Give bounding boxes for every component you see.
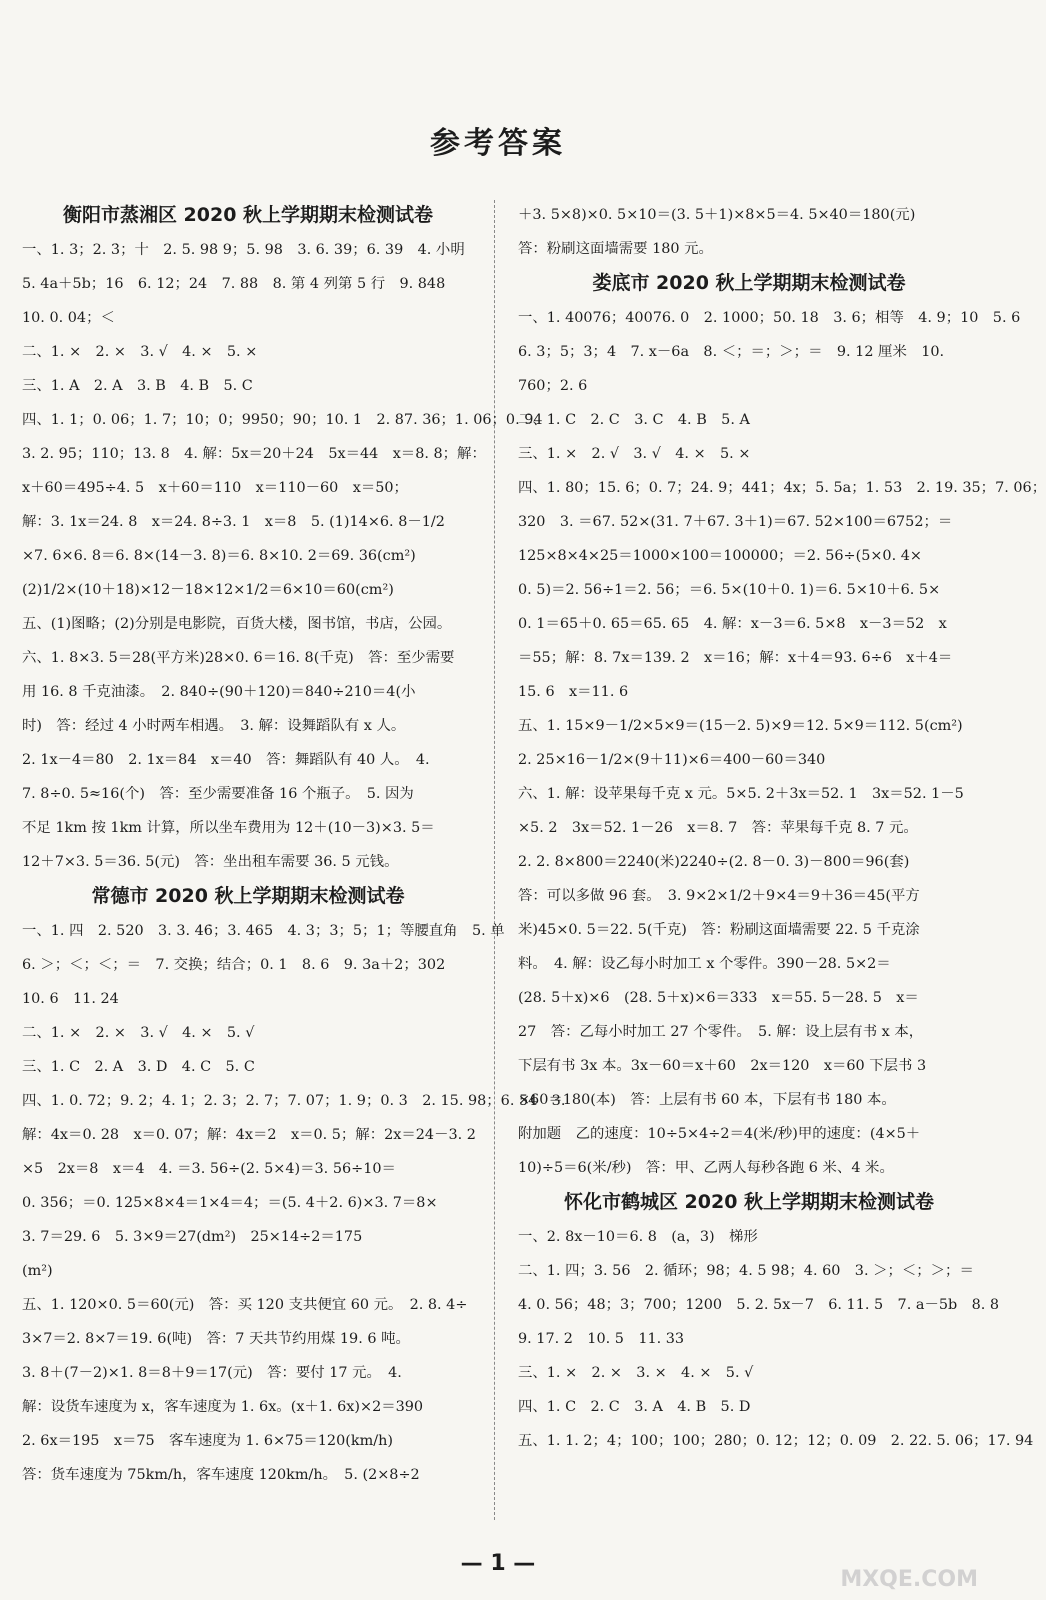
answer-line: 一、1. 四 2. 520 3. 3. 4̇6̇；3. 465 4. 3；3；5；1；等腰直角 5. 单 — [22, 923, 505, 939]
answer-line: 9. 17. 2 10. 5 11. 33 — [518, 1331, 685, 1347]
answer-line: 六、1. 解：设苹果每千克 x 元。5×5. 2＋3x＝52. 1 3x＝52. 1－5 — [518, 786, 964, 802]
answer-line: 六、1. 8×3. 5＝28(平方米)28×0. 6＝16. 8(千克) 答：至少需要 — [22, 650, 455, 666]
answer-line: 附加题 乙的速度：10÷5×4÷2＝4(米/秒)甲的速度：(4×5＋ — [518, 1126, 921, 1142]
answer-line: 四、1. 1；0. 06；1. 7；10；0；9950；90；10. 1 2. 87. 36；1. 06；0. 94 — [22, 412, 543, 428]
answer-line: 3×7＝2. 8×7＝19. 6(吨) 答：7 天共节约用煤 19. 6 吨。 — [22, 1331, 410, 1347]
answer-line: ×60＝180(本) 答：上层有书 60 本，下层有书 180 本。 — [518, 1092, 896, 1108]
answer-line: 4. 0. 56；48；3；700；1200 5. 2. 5x－7 6. 11. 5 7. a－5b 8. 8 — [518, 1297, 1000, 1313]
answer-line: 10. 0. 04；＜ — [22, 310, 115, 326]
answer-line: 下层有书 3x 本。3x－60＝x＋60 2x＝120 x＝60 下层书 3 — [518, 1058, 927, 1074]
section-body-changde — [22, 914, 566, 1492]
answer-line: 2. 25×16－1/2×(9＋11)×6＝400－60＝340 — [518, 752, 826, 768]
answer-line: 五、1. 15×9－1/2×5×9＝(15－2. 5)×9＝12. 5×9＝112. 5(cm²) — [518, 718, 963, 734]
answer-line: 5. 4a＋5b；16 6. 12；24 7. 88 8. 第 4 列第 5 行 9. 848 — [22, 276, 446, 292]
answer-line: x＋60＝495÷4. 5 x＋60＝110 x＝110－60 x＝50； — [22, 480, 408, 496]
page-number: — 1 — — [460, 1551, 536, 1576]
answer-line: 15. 6 x＝11. 6 — [518, 684, 629, 700]
answer-line: 760；2. 6 — [518, 378, 588, 394]
answer-line: 一、1. 3；2. 3̇；十 2. 5. 98̇ 9；5. 98 3. 6. 39；6. 39 4. 小明 — [22, 242, 465, 258]
answer-line: ＝55；解：8. 7x＝139. 2 x＝16；解：x＋4＝93. 6÷6 x＋4＝ — [518, 650, 953, 666]
page-title: 参考答案 — [430, 126, 566, 161]
section-body-loudi — [518, 301, 1046, 1185]
answer-line: 一、2. 8x－10＝6. 8 (a，3) 梯形 — [518, 1229, 758, 1245]
answer-line: 12＋7×3. 5＝36. 5(元) 答：坐出租车需要 36. 5 元钱。 — [22, 854, 399, 870]
section-body-huaihua — [518, 1220, 1034, 1458]
answer-line: 用 16. 8 千克油漆。 2. 840÷(90＋120)＝840÷210＝4(小 — [22, 684, 416, 700]
answer-line: 三、1. × 2. × 3. × 4. × 5. √ — [518, 1365, 754, 1381]
answer-line: 0. 5)＝2. 56÷1＝2. 56；＝6. 5×(10＋0. 1)＝6. 5×10＋6. 5× — [518, 582, 941, 598]
section-body-hengyang — [22, 233, 543, 879]
answer-line: 时) 答：经过 4 小时两车相遇。 3. 解：设舞蹈队有 x 人。 — [22, 718, 406, 734]
answer-line: (28. 5＋x)×6 (28. 5＋x)×6＝333 x＝55. 5－28. 5 x＝ — [518, 990, 919, 1006]
answer-line: 答：可以多做 96 套。 3. 9×2×1/2＋9×4＝9＋36＝45(平方 — [518, 888, 920, 904]
answer-line: 答：粉刷这面墙需要 180 元。 — [518, 241, 713, 257]
answer-line: 27 答：乙每小时加工 27 个零件。 5. 解：设上层有书 x 本， — [518, 1024, 924, 1040]
answer-line: ＋3. 5×8)×0. 5×10＝(3. 5＋1)×8×5＝4. 5×40＝180(元) — [518, 207, 916, 223]
answer-line: 三、1. A 2. A 3. B 4. B 5. C — [22, 378, 253, 394]
answer-line: 0. 356；＝0. 125×8×4＝1×4＝4；＝(5. 4＋2. 6)×3. 7＝8× — [22, 1195, 438, 1211]
answer-line: 四、1. C 2. C 3. A 4. B 5. D — [518, 1399, 751, 1415]
section-title-hengyang: 衡阳市蒸湘区 2020 秋上学期期末检测试卷 — [62, 204, 434, 226]
answer-line: 3. 8＋(7－2)×1. 8＝8＋9＝17(元) 答：要付 17 元。 4. — [22, 1365, 402, 1381]
answer-line: 米)45×0. 5＝22. 5(千克) 答：粉刷这面墙需要 22. 5 千克涂 — [518, 922, 920, 938]
answer-line: 二、1. × 2. × 3. √ 4. × 5. × — [22, 344, 258, 360]
continued-answer — [518, 198, 980, 266]
answer-line: ×7. 6×6. 8＝6. 8×(14－3. 8)＝6. 8×10. 2＝69. 36(cm²) — [22, 548, 416, 564]
section-title-huaihua: 怀化市鹤城区 2020 秋上学期期末检测试卷 — [563, 1191, 935, 1213]
answer-line: 二、1. × 2. × 3. √ 4. × 5. √ — [22, 1025, 255, 1041]
answer-line: 不足 1km 按 1km 计算，所以坐车费用为 12＋(10－3)×3. 5＝ — [22, 820, 435, 836]
answer-line: 四、1. 80；15. 6；0. 7；24. 9；441；4x；5. 5a；1. 53 2. 19. 35；7. 06； — [518, 480, 1046, 496]
answer-line: 125×8×4×25＝1000×100＝100000；＝2. 56÷(5×0. 4× — [518, 548, 922, 564]
answer-line: (2)1/2×(10＋18)×12－18×12×1/2＝6×10＝60(cm²) — [22, 582, 394, 598]
answer-line: 四、1. 0. 72；9. 2；4. 1；2. 3；2. 7；7. 07；1. 9；0. 3 2. 15. 98；6. 54 3. — [22, 1093, 566, 1109]
answer-line: 五、(1)图略；(2)分别是电影院，百货大楼，图书馆，书店，公园。 — [22, 616, 452, 632]
watermark-logo: MXQE.COM — [840, 1567, 978, 1592]
answer-line: 五、1. 1. 2；4；100；100；280；0. 12；12；0. 09 2. 22. 5. 06；17. 94 — [518, 1433, 1034, 1449]
answer-line: 料。 4. 解：设乙每小时加工 x 个零件。390－28. 5×2＝ — [518, 956, 891, 972]
answer-line: 10. 6 11. 24 — [22, 991, 119, 1007]
answer-line: 五、1. 120×0. 5＝60(元) 答：买 120 支共便宜 60 元。 2. 8. 4÷ — [22, 1297, 468, 1313]
answer-line: 二、1. C 2. C 3. C 4. B 5. A — [518, 412, 750, 428]
answer-line: 2. 1x－4＝80 2. 1x＝84 x＝40 答：舞蹈队有 40 人。 4. — [22, 752, 430, 768]
answer-line: ×5 2x＝8 x＝4 4. ＝3. 56÷(2. 5×4)＝3. 56÷10＝ — [22, 1161, 396, 1177]
answer-line: 6. 3；5；3；4 7. x－6a 8. ＜；＝；＞；＝ 9. 12 厘米 10. — [518, 344, 945, 360]
answer-line: 一、1. 40076；40076. 0 2. 1000；50. 18 3. 6；相等 4. 9；10 5. 6 — [518, 310, 1021, 326]
right-column — [518, 198, 1046, 1458]
answer-line: 解：3. 1x＝24. 8 x＝24. 8÷3. 1 x＝8 5. (1)14×6. 8－1/2 — [22, 514, 445, 530]
answer-line: 320 3. ＝67. 52×(31. 7＋67. 3＋1)＝67. 52×100＝6752；＝ — [518, 514, 953, 530]
answer-line: 3. 7＝29. 6 5. 3×9＝27(dm²) 25×14÷2＝175 — [22, 1229, 363, 1245]
section-title-changde: 常德市 2020 秋上学期期末检测试卷 — [91, 885, 405, 907]
answer-line: 7. 8÷0. 5≈16(个) 答：至少需要准备 16 个瓶子。 5. 因为 — [22, 786, 414, 802]
answer-line: 2. 2. 8×800＝2240(米)2240÷(2. 8－0. 3)－800＝96(套) — [518, 854, 910, 870]
answer-line: 二、1. 四；3. 56 2. 循环；98；4. 5 9̇8̇；4. 60 3. ＞；＜；＞；＝ — [518, 1263, 974, 1279]
answer-line: 三、1. C 2. A 3. D 4. C 5. C — [22, 1059, 255, 1075]
answer-line: (m²) — [22, 1263, 53, 1279]
answer-line: 0. 1＝65＋0. 65＝65. 65 4. 解：x－3＝6. 5×8 x－3＝52 x — [518, 616, 947, 632]
answer-line: 解：设货车速度为 x，客车速度为 1. 6x。(x＋1. 6x)×2＝390 — [22, 1399, 424, 1415]
answer-line: ×5. 2 3x＝52. 1－26 x＝8. 7 答：苹果每千克 8. 7 元。 — [518, 820, 918, 836]
column-divider — [494, 200, 495, 1520]
answer-line: 3. 2. 95；110；13. 8 4. 解：5x＝20＋24 5x＝44 x＝8. 8；解： — [22, 446, 486, 462]
answer-line: 10)÷5＝6(米/秒) 答：甲、乙两人每秒各跑 6 米、4 米。 — [518, 1160, 894, 1176]
answer-line: 2. 6x＝195 x＝75 客车速度为 1. 6×75＝120(km/h) — [22, 1433, 393, 1449]
answer-line: 答：货车速度为 75km/h，客车速度 120km/h。 5. (2×8÷2 — [22, 1467, 420, 1483]
answer-line: 三、1. × 2. √ 3. √ 4. × 5. × — [518, 446, 751, 462]
section-title-loudi: 娄底市 2020 秋上学期期末检测试卷 — [592, 272, 906, 294]
answer-line: 6. ＞；＜；＜；＝ 7. 交换；结合；0. 1 8. 6 9. 3a＋2；302 — [22, 957, 446, 973]
answer-line: 解：4x＝0. 28 x＝0. 07；解：4x＝2 x＝0. 5；解：2x＝24－3. 2 — [22, 1127, 476, 1143]
